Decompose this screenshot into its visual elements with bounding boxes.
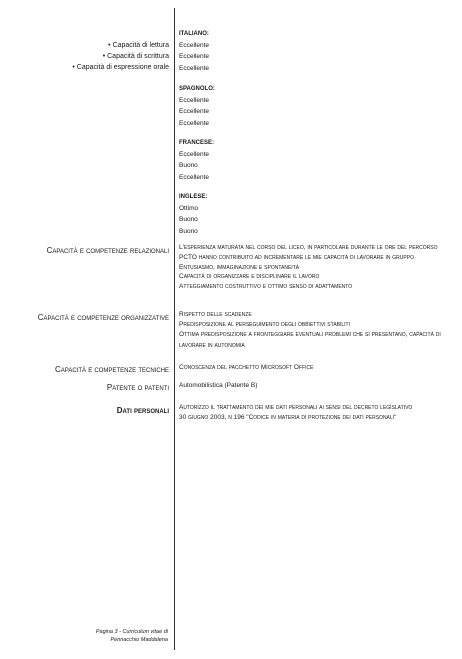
footer-name-line: Pennacchio Maddalena (110, 637, 168, 643)
skill-speaking-label: • Capacità di espressione orale (72, 64, 169, 71)
language-level: Eccellente (179, 42, 209, 50)
language-level: Eccellente (179, 53, 209, 61)
language-level: Buono (179, 227, 198, 235)
language-block-spagnolo (179, 84, 454, 129)
language-level: Eccellente (179, 173, 209, 181)
language-skill-labels (72, 40, 169, 73)
relational-line: Capacità di organizzare e disciplinare il lavoro (179, 273, 320, 281)
language-block-inglese (179, 192, 454, 237)
relational-line: Atteggiamento costruttivo e ottimo senso di adattamento (179, 283, 353, 291)
language-level: Ottimo (179, 205, 199, 213)
language-level: Buono (179, 162, 198, 170)
language-name: SPAGNOLO: (179, 86, 215, 92)
language-block-francese (179, 138, 454, 183)
license-label: Patente o patenti (106, 383, 169, 392)
organizational-skills-label: Capacità e competenze organizzative (37, 313, 169, 322)
personal-data-line: 30 giugno 2003, n 196 "Codice in materia di protezione dei dati personali" (179, 413, 397, 421)
language-level: Eccellente (179, 64, 209, 72)
footer-page-line: Pagina 3 - Curriculum vitae di (95, 629, 168, 635)
organizational-line: Predisposizione al perseguimento degli obbiettivi stabiliti (179, 321, 350, 329)
technical-skills-label: Capacità e competenze tecniche (54, 365, 169, 374)
personal-data-text (179, 403, 454, 422)
language-level: Buono (179, 216, 198, 224)
language-level: Eccellente (179, 97, 209, 105)
language-level: Eccellente (179, 119, 209, 127)
skill-reading-label: • Capacità di lettura (108, 42, 169, 49)
language-level: Eccellente (179, 108, 209, 116)
personal-data-line: Autorizzo il trattamento dei mie dati personali ai sensi del decreto legislativo (179, 404, 413, 411)
organizational-line: Rispetto delle scadenze (179, 311, 252, 318)
page-footer (0, 628, 168, 644)
column-divider (174, 8, 175, 650)
skill-writing-label: • Capacità di scrittura (102, 53, 169, 60)
language-name: ITALIANO: (179, 31, 209, 37)
organizational-skills-text (179, 310, 454, 351)
relational-skills-text (179, 243, 454, 292)
organizational-line: Ottima predisposizione a fronteggiare eventuali problemi che si presentano, capacità di lavorare in autonomia (179, 331, 441, 349)
language-level: Eccellente (179, 151, 209, 159)
language-name: INGLESE: (179, 194, 208, 200)
language-block-italiano (179, 29, 454, 74)
license-text: Automobilistica (Patente B) (179, 382, 258, 389)
technical-skills-text: Conoscenza del pacchetto Microsoft Office (179, 364, 314, 371)
relational-line: Entusiasmo, immaginazione e spontaneità (179, 263, 300, 271)
personal-data-label: Dati personali (116, 406, 169, 415)
relational-skills-label: Capacità e competenze relazionali (46, 246, 169, 255)
relational-line: L'esperienza maturata nel corso del liceo, in particolare durante le ore del percorso PCTO hanno contribuito ad incrementare le mie capacità di lavorare in gruppo (179, 244, 438, 261)
language-name: FRANCESE: (179, 140, 215, 146)
